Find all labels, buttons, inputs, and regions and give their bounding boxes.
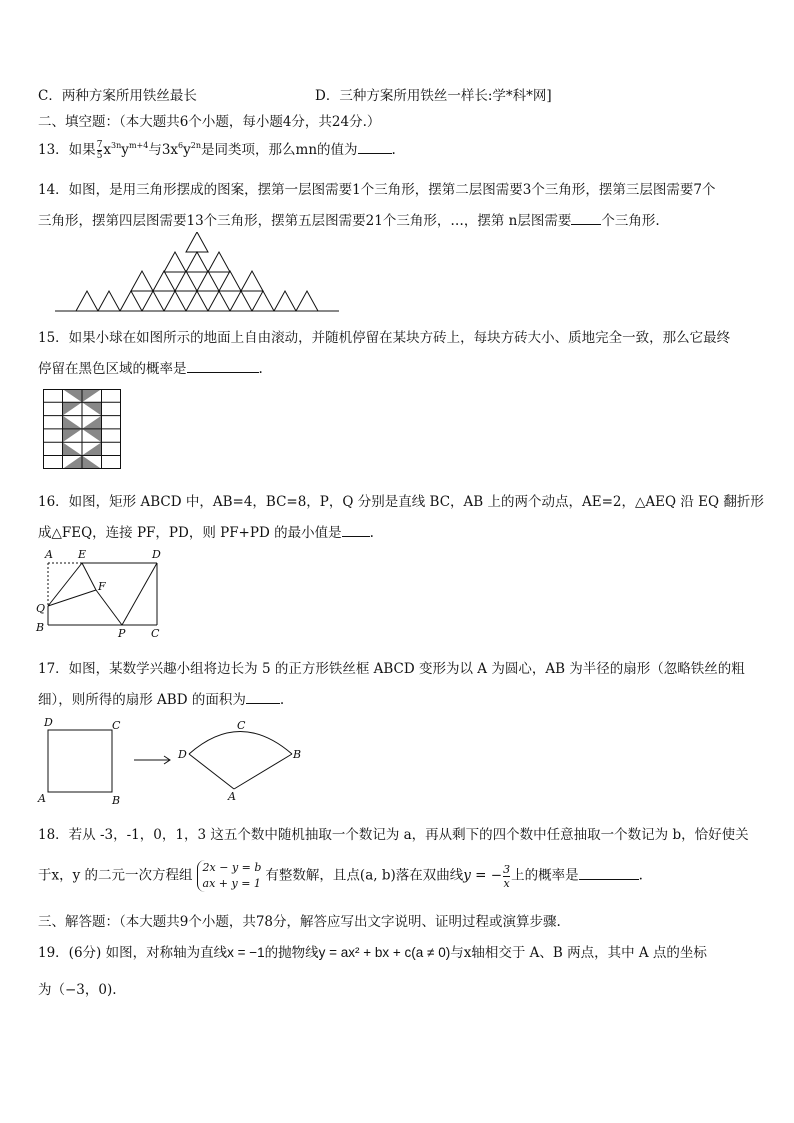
q19-line-2: 为（−3，0). (38, 982, 117, 998)
q16-text-a: 成△FEQ，连接 PF，PD，则 PF+PD 的最小值是 (38, 525, 342, 541)
q13-term1-y: y (121, 142, 129, 158)
q15-answer-blank[interactable] (187, 360, 259, 373)
q16-text-b: . (369, 525, 374, 541)
q19-text-1: 19．(6分) 如图，对称轴为直线 (38, 945, 228, 961)
q14-text-b: 个三角形. (601, 213, 660, 229)
q19-text-3: 与x轴相交于 A、B 两点，其中 A 点的坐标 (450, 945, 707, 961)
pattern-triangle (98, 291, 120, 311)
q17-text-b: . (279, 692, 285, 708)
pattern-triangle (120, 291, 142, 311)
q17-line-1: 17．如图，某数学兴趣小组将边长为 5 的正方形铁丝框 ABCD 变形为以 A 为圆心，AB 为半径的扇形（忽略铁丝的粗 (38, 661, 745, 677)
q16-line-1: 16．如图，矩形 ABCD 中，AB=4，BC=8，P，Q 分别是直线 BC，AB 上的两个动点，AE=2，△AEQ 沿 EQ 翻折形 (38, 494, 764, 510)
q18-line-2 (38, 860, 643, 892)
q19-line-1 (38, 941, 707, 961)
pattern-triangle (230, 291, 252, 311)
pattern-triangle (219, 271, 241, 291)
q18-hyperbola-fraction (503, 863, 510, 890)
label-a: A (45, 548, 53, 561)
q18-hyp-num: 3 (503, 862, 511, 876)
q19-text-2: 的抛物线 (264, 945, 319, 961)
pattern-triangle (241, 271, 263, 291)
q15-line-2 (38, 357, 263, 377)
pattern-triangle (142, 291, 164, 311)
label-b: B (36, 621, 45, 634)
section3-header: 三、解答题：（本大题共9个小题，共78分，解答应写出文字说明、证明过程或演算步骤. (38, 914, 561, 930)
q15-line-1: 15．如果小球在如图所示的地面上自由滚动，并随机停留在某块方砖上，每块方砖大小、质地完全一致，那么它最终 (38, 330, 731, 346)
q18-text-2: 有整数解，且点(a, b)落在双曲线 (265, 867, 464, 884)
pattern-triangle (131, 271, 153, 291)
pattern-triangle (186, 291, 208, 311)
q13-term2-y: y (183, 142, 191, 158)
pattern-triangle (208, 252, 230, 272)
q13-term2-exp1: 6 (178, 141, 184, 150)
q13-text-3: 是同类项，那么mn的值为 (201, 142, 358, 158)
square-label-d: D (44, 716, 53, 729)
q14-line-1: 14．如图，是用三角形摆成的图案，摆第一层图需要1个三角形，摆第二层图需要3个三角形，摆第三层图需要7个 (38, 182, 716, 198)
sector-label-d: D (178, 748, 187, 761)
q18-text-3: 上的概率是 (511, 867, 579, 884)
q16-answer-blank[interactable] (342, 524, 370, 537)
option-d: D．三种方案所用铁丝一样长:学*科*网] (315, 88, 552, 104)
pattern-triangle (252, 291, 274, 311)
q14-line-2 (38, 209, 660, 229)
q13-answer-blank[interactable] (358, 141, 392, 154)
sector-label-b: B (293, 748, 302, 761)
square-label-b: B (112, 794, 121, 807)
pattern-triangle (164, 291, 186, 311)
q18-line-1: 18．若从 -3，-1，0，1，3 这五个数中随机抽取一个数记为 a，再从剩下的四个数中任意抽取一个数记为 b，恰好使关 (38, 827, 749, 843)
pattern-triangle (164, 252, 186, 272)
q18-eq-1: 2x − y = b (202, 861, 262, 874)
q18-hyperbola-lhs: y = − (463, 867, 503, 884)
square-to-sector-figure (34, 714, 314, 810)
pattern-triangle (197, 271, 219, 291)
q18-answer-blank[interactable] (579, 867, 639, 880)
pattern-triangle (76, 291, 98, 311)
q13-term1-base: x (103, 142, 112, 158)
q17-answer-blank[interactable] (246, 691, 280, 704)
label-f: F (98, 580, 106, 593)
q13-text-1: 13．如果 (38, 142, 96, 158)
q16-line-2 (38, 521, 374, 541)
q17-text-a: 细），则所得的扇形 ABD 的面积为 (38, 692, 246, 708)
pattern-triangle (186, 252, 208, 272)
q13-term1-exp2: m+4 (128, 141, 149, 150)
sector-label-c: C (237, 719, 246, 732)
triangle-pattern-figure (55, 232, 339, 314)
option-c: C．两种方案所用铁丝最长 (38, 88, 197, 104)
section2-header: 二、填空题：（本大题共6个小题，每小题4分，共24分.） (38, 114, 381, 130)
q18-text-1: 于x，y 的二元一次方程组 (38, 867, 193, 884)
q14-answer-blank[interactable] (571, 212, 601, 225)
sector-label-a: A (228, 790, 236, 803)
q13-frac-den: 5 (96, 151, 103, 161)
rectangle-abcd-figure (34, 546, 168, 642)
q15-text-b: . (258, 361, 263, 377)
tile-floor-figure (43, 389, 121, 469)
pattern-triangle (296, 291, 318, 311)
question-13 (38, 138, 396, 161)
q19-axis-equation: x = −1 (227, 945, 265, 960)
label-q: Q (36, 602, 46, 615)
q18-end: . (638, 867, 643, 884)
q18-equation-system (197, 860, 262, 892)
q13-frac-num: 7 (96, 140, 103, 150)
q13-term2-exp2: 2n (190, 141, 202, 150)
q18-eq-2: ax + y = 1 (202, 877, 261, 890)
pattern-triangle (153, 271, 175, 291)
pattern-triangle (208, 291, 230, 311)
square-label-a: A (38, 792, 46, 805)
q14-text-a: 三角形，摆第四层图需要13个三角形，摆第五层图需要21个三角形，…，摆第 n层图需要 (38, 213, 572, 229)
q13-term1-exp1: 3n (111, 141, 122, 150)
q13-fraction (97, 140, 103, 161)
q13-text-2: 与3x (148, 142, 179, 158)
label-c: C (151, 627, 160, 640)
pattern-triangle (274, 291, 296, 311)
q18-hyp-den: x (503, 876, 510, 890)
q17-line-2 (38, 688, 284, 708)
label-d: D (152, 548, 161, 561)
q13-end: . (391, 142, 396, 158)
pattern-triangle (186, 232, 208, 252)
square-label-c: C (112, 719, 121, 732)
label-p: P (118, 627, 126, 640)
label-e: E (78, 548, 87, 561)
q15-text-a: 停留在黑色区域的概率是 (38, 361, 187, 377)
q19-parabola-equation: y = ax² + bx + c(a ≠ 0) (318, 945, 451, 960)
pattern-triangle (175, 271, 197, 291)
